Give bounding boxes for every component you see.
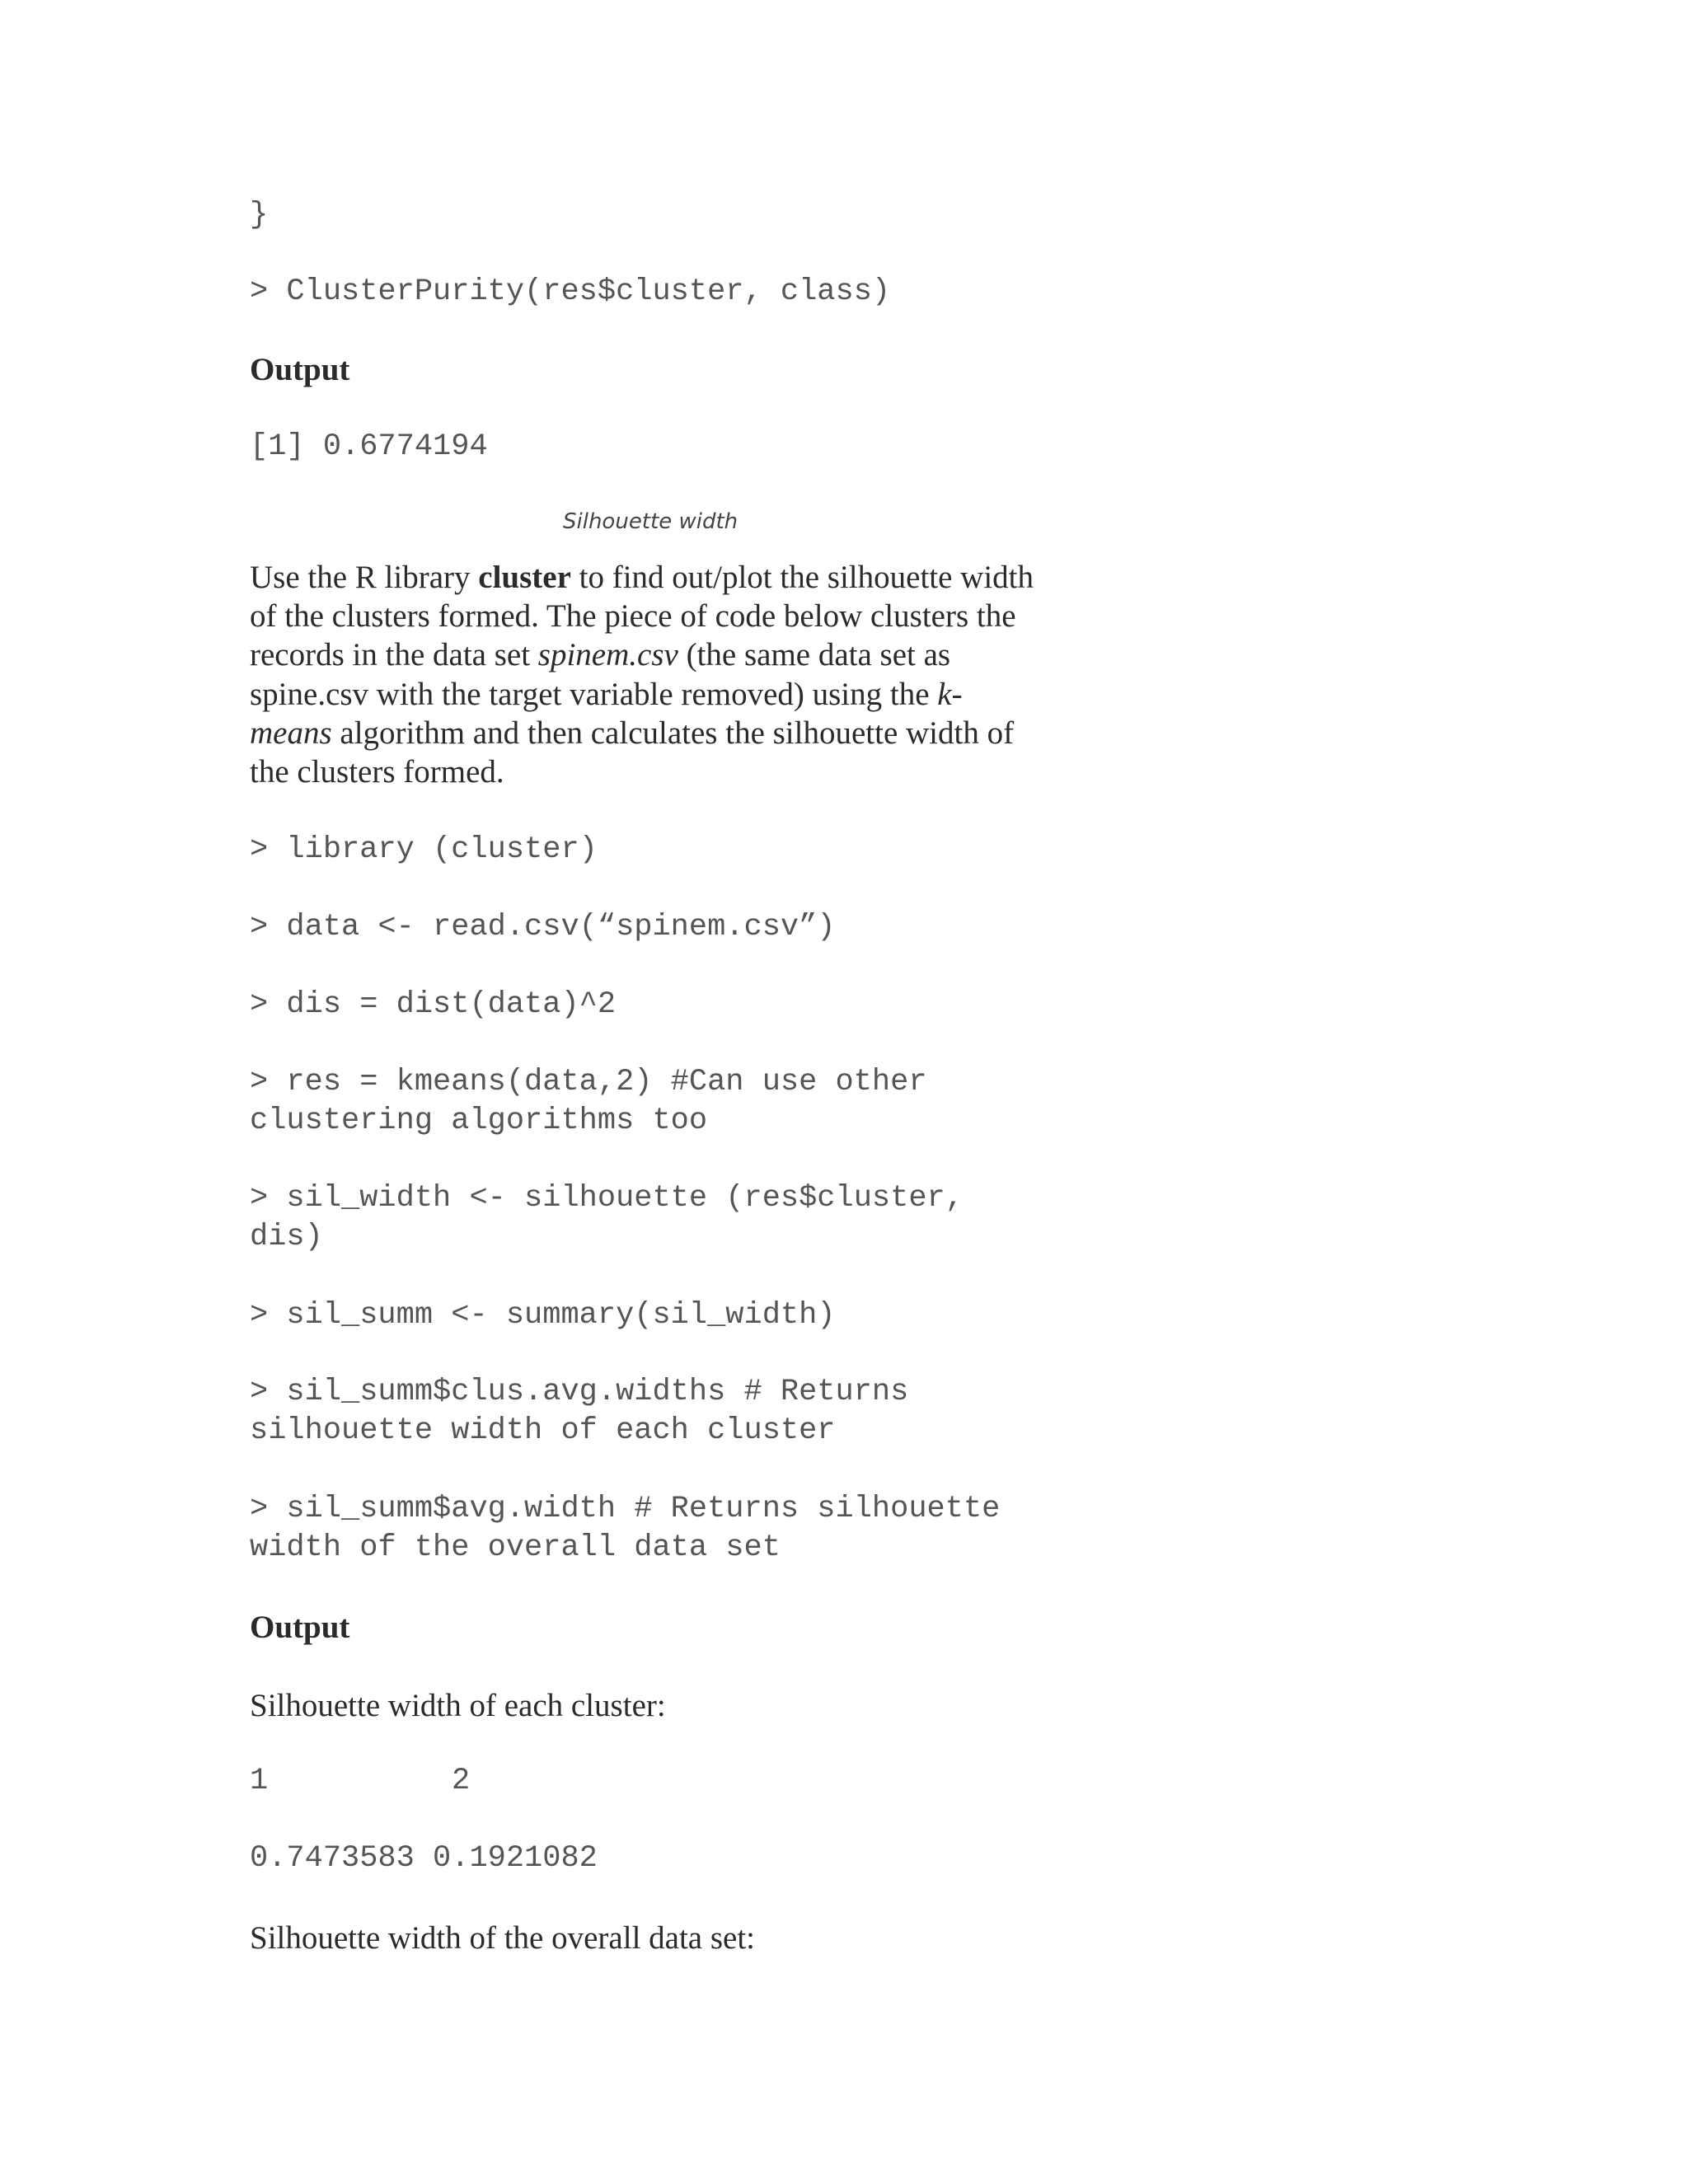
intro-text-1: Use the R library <box>250 560 479 595</box>
code-kmeans-line-2: clustering algorithms too <box>250 1104 708 1138</box>
code-clus-avg-line-2: silhouette width of each cluster <box>250 1413 836 1448</box>
code-silhouette-line-1: > sil_width <- silhouette (res$cluster, <box>250 1181 964 1216</box>
intro-library-name: cluster <box>478 560 571 595</box>
output-heading: Output <box>250 352 350 387</box>
code-library-line: > library (cluster) <box>250 832 598 867</box>
code-clus-avg-line-1: > sil_summ$clus.avg.widths # Returns <box>250 1375 909 1409</box>
code-read-line: > data <- read.csv(“spinem.csv”) <box>250 910 836 944</box>
cluster-id-2: 2 <box>452 1764 471 1798</box>
code-summary-line: > sil_summ <- summary(sil_width) <box>250 1298 836 1333</box>
overall-label: Silhouette width of the overall data set: <box>250 1920 756 1956</box>
intro-paragraph <box>250 558 1041 791</box>
figure-caption: Silhouette width <box>563 509 738 534</box>
code-dist-line: > dis = dist(data)^2 <box>250 987 617 1022</box>
code-avg-width-line-1: > sil_summ$avg.width # Returns silhouette <box>250 1492 1001 1526</box>
code-kmeans-line-1: > res = kmeans(data,2) #Can use other <box>250 1065 927 1099</box>
code-cluster-purity-call: > ClusterPurity(res$cluster, class) <box>250 274 891 309</box>
intro-algorithm-name: k-means <box>250 676 963 751</box>
intro-dataset-name: spinem.csv <box>537 637 678 673</box>
code-avg-width-line-2: width of the overall data set <box>250 1530 781 1565</box>
code-silhouette-line-2: dis) <box>250 1220 323 1254</box>
output-heading-2: Output <box>250 1610 350 1645</box>
cluster-id-1: 1 <box>250 1764 269 1798</box>
each-cluster-label: Silhouette width of each cluster: <box>250 1688 666 1723</box>
code-closing-brace: } <box>250 198 269 232</box>
cluster-id-row <box>250 1762 744 1801</box>
intro-text-3: (the same data set as spine.csv with the target variable removed) using the <box>250 637 951 712</box>
cluster-values-row: 0.7473583 0.1921082 <box>250 1841 598 1876</box>
output-purity-value: [1] 0.6774194 <box>250 429 488 464</box>
intro-text-2: to find out/plot the silhouette width of the clusters formed. The piece of code below clusters the records in the data set <box>250 560 1034 673</box>
intro-text-4: algorithm and then calculates the silhouette width of the clusters formed. <box>250 715 1015 790</box>
